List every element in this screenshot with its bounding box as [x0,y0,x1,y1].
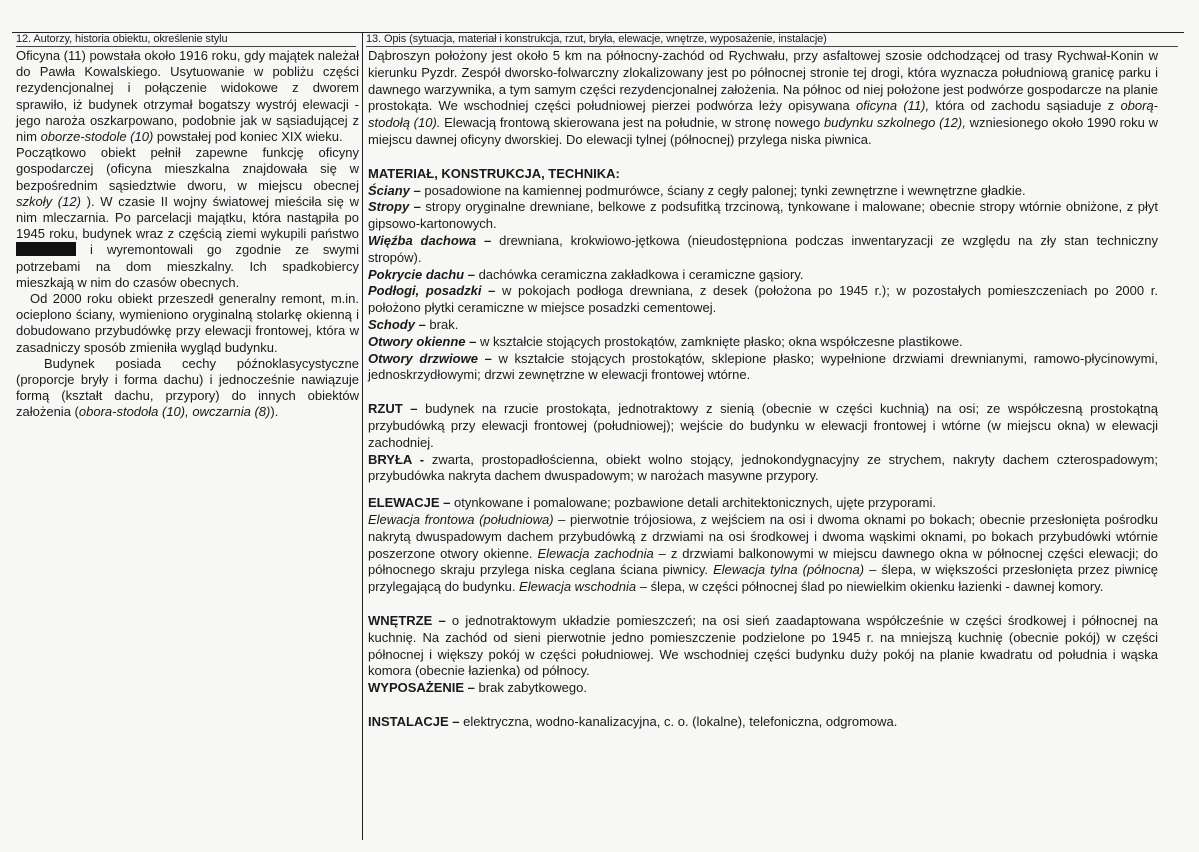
left-section-header: 12. Autorzy, historia obiektu, określenie stylu [16,33,228,45]
ceilings-entry: Stropy – stropy oryginalne drewniane, belkowe z podsufitką trzcinową, tynkowane i malowane; obecnie stropy wtórnie obniżone, z płyt gipsowo-kartonowych. [368,199,1158,232]
right-header-rule [366,46,1178,47]
left-header-rule [16,46,356,47]
interior-entry: WNĘTRZE – o jednotraktowym układzie pomieszczeń; na osi sień zaadaptowana współcześnie w części środkowej i północnej na kuchnię. Na zachód od sieni pierwotnie jedno pomieszczenie podzielone po 1945 r. na mniejszą kuchnię (obecnie pokój) w części północnej i większy pokój w części południowej. We wschodniej części budynku duży pokój na planie kwadratu od południa i wąska komora (obecnie łazienka) od północy. [368,612,1158,679]
walls-entry: Ściany – posadowione na kamiennej podmurówce, ściany z cegły palonej; tynki zewnętrzne i wewnętrzne gładkie. [368,182,1026,198]
history-paragraph-1: Oficyna (11) powstała około 1916 roku, gdy majątek należał do Pawła Kowalskiego. Usytuowanie w pobliżu części rezydencjonalnej i połączenie widokowe z dworem sprawiło, iż budynek otrzymał bogatszy wystrój elewacji - jego naroża oszkarpowano, podobnie jak w sąsiadującej z nim oborze-stodole (10) powstałej pod koniec XIX wieku. [16,48,360,145]
furnishings-entry: WYPOSAŻENIE – brak zabytkowego. [368,680,587,696]
massing-entry: BRYŁA - zwarta, prostopadłościenna, obiekt wolno stojący, jednokondygnacyjny ze strychem, nakryty dachem czterospadowym; przybudówka nakryta dachem dwuspadowym; w narożach masywne przypory. [368,451,1158,484]
window-openings-entry: Otwory okienne – w kształcie stojących prostokątów, zamknięte płasko; okna współczesne plastikowe. [368,333,963,349]
door-openings-entry: Otwory drzwiowe – w kształcie stojących prostokątów, sklepione płasko; wypełnione drzwiami drewnianymi, ramowo-płycinowymi, jednoskrzydłowymi; drzwi zewnętrzne w elewacji frontowej wtórne. [368,350,1158,383]
roof-covering-entry: Pokrycie dachu – dachówka ceramiczna zakładkowa i ceramiczne gąsiory. [368,266,804,282]
description-column [368,48,1158,731]
history-paragraph-4: Budynek posiada cechy późnoklasycystyczne (proporcje bryły i forma dachu) i jednocześnie nawiązuje formą (kształt dachu, przypory) do innych obiektów założenia (obora-stodoła (10), owczarnia (8)). [16,355,359,420]
facades-entry: ELEWACJE – otynkowane i pomalowane; pozbawione detali architektonicznych, ujęte przyporami. [368,495,936,511]
history-paragraph-2: Początkowo obiekt pełnił zapewne funkcję oficyny gospodarczej (oficyna mieszkalna znajdowała się w bezpośrednim sąsiedztwie dworu, w miejscu obecnej szkoły (12) ). W czasie II wojny światowej mieściła się w nim mleczarnia. Po parcelacji majątku, która nastąpiła po 1945 roku, budynek wraz z częścią ziemi wykupili państwo i wyremontowali go zgodnie ze swymi potrzebami na dom mieszkalny. Ich spadkobiercy mieszkają w nim do czasów obecnych. [16,145,359,290]
facades-detail: Elewacja frontowa (południowa) – pierwotnie trójosiowa, z wejściem na osi i dwoma oknami po bokach; obecnie przesłonięta pośrodku nakrytą dwuspadowym dachem przybudówką z drzwiami na osi środkowej i dwoma wąskimi oknami, po bokach przybudówki wtórnie poszerzone otwory okienne. Elewacja zachodnia – z drzwiami balkonowymi w miejscu dawnego okna w północnej części elewacji; do północnego skraju przylega niska ceglana ściana piwnicy. Elewacja tylna (północna) – ślepa, w większości przesłonięta przez piwnicę przylegającą do budynku. Elewacja wschodnia – ślepa, w części północnej ślad po niewielkim okienku łazienki - dawnej komory. [368,511,1159,595]
redacted-name [16,242,76,256]
history-paragraph-3: Od 2000 roku obiekt przeszedł generalny remont, m.in. ocieplono ściany, wymieniono oryginalną stolarkę okienną i dobudowano przybudówkę przy elewacji frontowej, która w zasadniczy sposób zmieniła wygląd budynku. [16,291,359,355]
roof-truss-entry: Więźba dachowa – drewniana, krokwiowo-jętkowa (nieudostępniona podczas inwentaryzacji ze względu na zły stan techniczny stropów). [368,232,1158,265]
material-heading: MATERIAŁ, KONSTRUKCJA, TECHNIKA: [368,165,620,181]
installations-entry: INSTALACJE – elektryczna, wodno-kanalizacyjna, c. o. (lokalne), telefoniczna, odgromowa. [368,713,898,729]
history-column [16,48,359,421]
right-section-header: 13. Opis (sytuacja, materiał i konstrukcja, rzut, bryła, elewacje, wnętrze, wyposażenie, instalacje) [366,33,827,45]
intro-paragraph: Dąbroszyn położony jest około 5 km na północny-zachód od Rychwału, przy asfaltowej szosie odchodzącej od trasy Rychwał-Konin w kierunku Pyzdr. Zespół dworsko-folwarczny zlokalizowany jest po północnej stronie tej drogi, która wyznacza południową granicę parku i dawnego warzywnika, a tym samym części rezydencjonalnej założenia. Na północ od niej położone jest podwórze gospodarcze na planie prostokąta. We wschodniej części południowej pierzei podwórza leży opisywana oficyna (11), która od zachodu sąsiaduje z oborą-stodołą (10). Elewacją frontową skierowana jest na południe, w stronę nowego budynku szkolnego (12), wzniesionego około 1990 roku w miejscu dawnej oficyny dworskiej. Do elewacji tylnej (północnej) przylega niska piwnica. [368,48,1159,147]
floors-entry: Podłogi, posadzki – w pokojach podłoga drewniana, z desek (położona po 1945 r.); w pozostałych pomieszczeniach po 2000 r. położono płytki ceramiczne w miejsce posadzki cementowej. [368,283,1158,316]
column-divider [362,32,363,840]
plan-entry: RZUT – budynek na rzucie prostokąta, jednotraktowy z sienią (obecnie w części kuchnią) na osi; ze współczesną prostokątną przybudówką przy elewacji frontowej (południowej); wejście do budynku w elewacji frontowej i wtórne (w miejscu okna) w elewacji zachodniej. [368,401,1159,450]
stairs-entry: Schody – brak. [368,316,459,332]
